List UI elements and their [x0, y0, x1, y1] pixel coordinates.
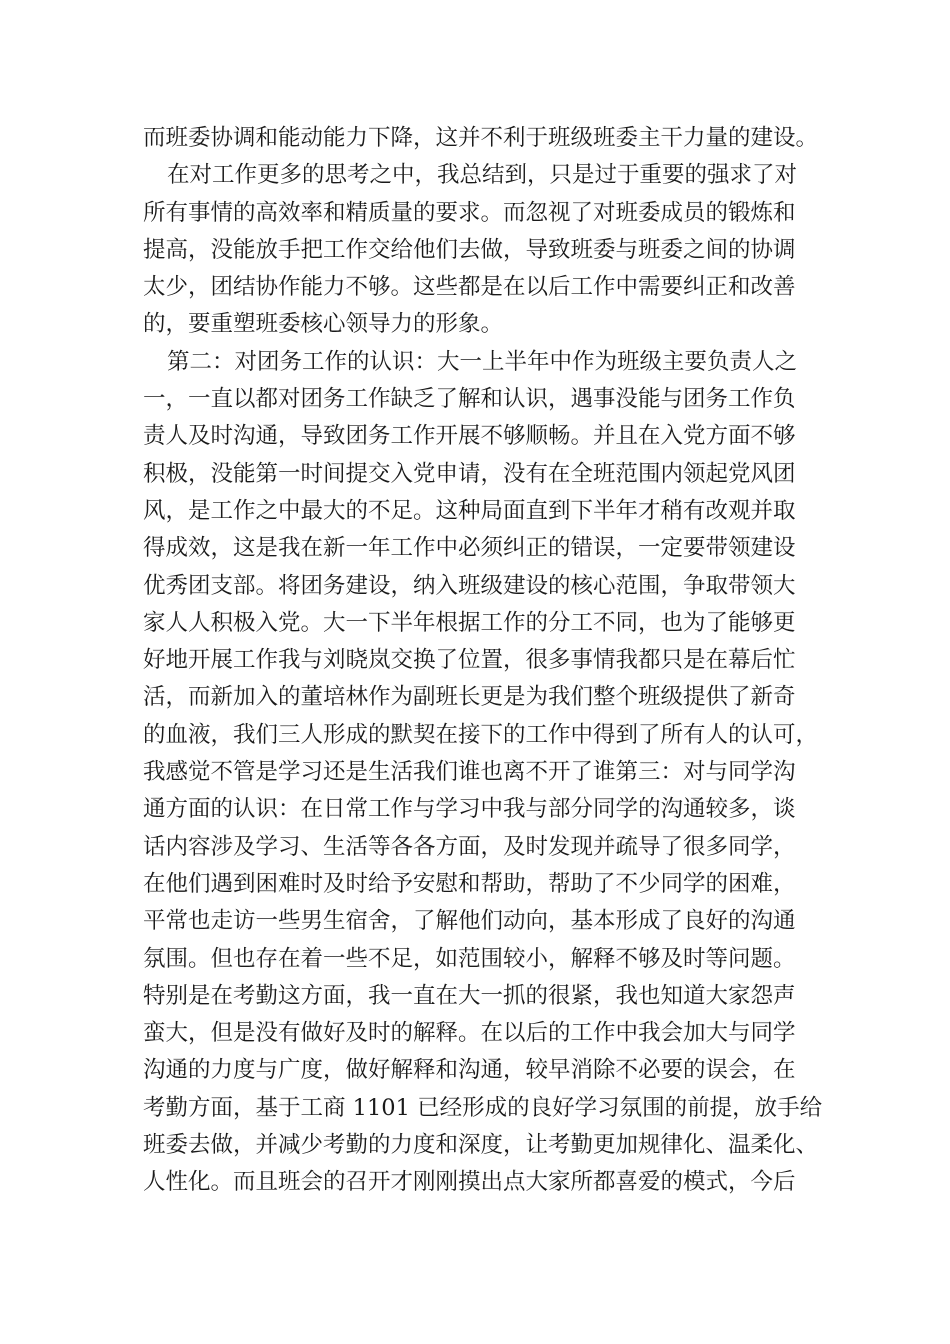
text-line: 在对工作更多的思考之中，我总结到，只是过于重要的强求了对 [167, 162, 798, 189]
text-line: 第二：对团务工作的认识：大一上半年中作为班级主要负责人之 [167, 348, 798, 375]
text-line: 优秀团支部。将团务建设，纳入班级建设的核心范围，争取带领大 [143, 572, 796, 599]
text-line: 沟通的力度与广度，做好解释和沟通，较早消除不必要的误会，在 [143, 1057, 796, 1084]
text-line: 人性化。而且班会的召开才刚刚摸出点大家所都喜爱的模式，今后 [143, 1169, 796, 1196]
text-line: 班委去做，并减少考勤的力度和深度，让考勤更加规律化、温柔化、 [143, 1132, 819, 1159]
text-line: 风，是工作之中最大的不足。这种局面直到下半年才稍有改观并取 [143, 497, 796, 524]
text-line: 太少，团结协作能力不够。这些都是在以后工作中需要纠正和改善 [143, 274, 796, 301]
text-line: 话内容涉及学习、生活等各各方面，及时发现并疏导了很多同学， [143, 833, 796, 860]
text-line: 的，要重塑班委核心领导力的形象。 [143, 311, 504, 338]
text-line: 责人及时沟通，导致团务工作开展不够顺畅。并且在入党方面不够 [143, 423, 796, 450]
text-line: 考勤方面，基于工商 1101 已经形成的良好学习氛围的前提，放手给 [143, 1094, 823, 1121]
text-line: 家人人积极入党。大一下半年根据工作的分工不同，也为了能够更 [143, 609, 796, 636]
text-line: 通方面的认识：在日常工作与学习中我与部分同学的沟通较多，谈 [143, 796, 796, 823]
text-line: 而班委协调和能动能力下降，这并不利于班级班委主干力量的建设。 [143, 125, 819, 151]
text-line: 好地开展工作我与刘晓岚交换了位置，很多事情我都只是在幕后忙 [143, 647, 796, 674]
text-line: 积极，没能第一时间提交入党申请，没有在全班范围内领起党风团 [143, 460, 796, 487]
body-text [143, 120, 823, 1202]
text-line: 的血液，我们三人形成的默契在接下的工作中得到了所有人的认可， [143, 721, 819, 748]
text-line: 平常也走访一些男生宿舍，了解他们动向，基本形成了良好的沟通 [143, 908, 796, 935]
text-line: 在他们遇到困难时及时给予安慰和帮助，帮助了不少同学的困难， [143, 870, 796, 897]
text-line: 蛮大，但是没有做好及时的解释。在以后的工作中我会加大与同学 [143, 1020, 796, 1047]
text-line: 所有事情的高效率和精质量的要求。而忽视了对班委成员的锻炼和 [143, 199, 796, 226]
text-line: 特别是在考勤这方面，我一直在大一抓的很紧，我也知道大家怨声 [143, 982, 796, 1009]
text-line: 我感觉不管是学习还是生活我们谁也离不开了谁第三：对与同学沟 [143, 759, 796, 786]
text-line: 活，而新加入的董培林作为副班长更是为我们整个班级提供了新奇 [143, 684, 796, 711]
text-line: 提高，没能放手把工作交给他们去做，导致班委与班委之间的协调 [143, 236, 796, 263]
text-line: 得成效，这是我在新一年工作中必须纠正的错误，一定要带领建设 [143, 535, 796, 562]
text-line: 一，一直以都对团务工作缺乏了解和认识，遇事没能与团务工作负 [143, 386, 796, 413]
text-line: 氛围。但也存在着一些不足，如范围较小，解释不够及时等问题。 [143, 945, 796, 972]
